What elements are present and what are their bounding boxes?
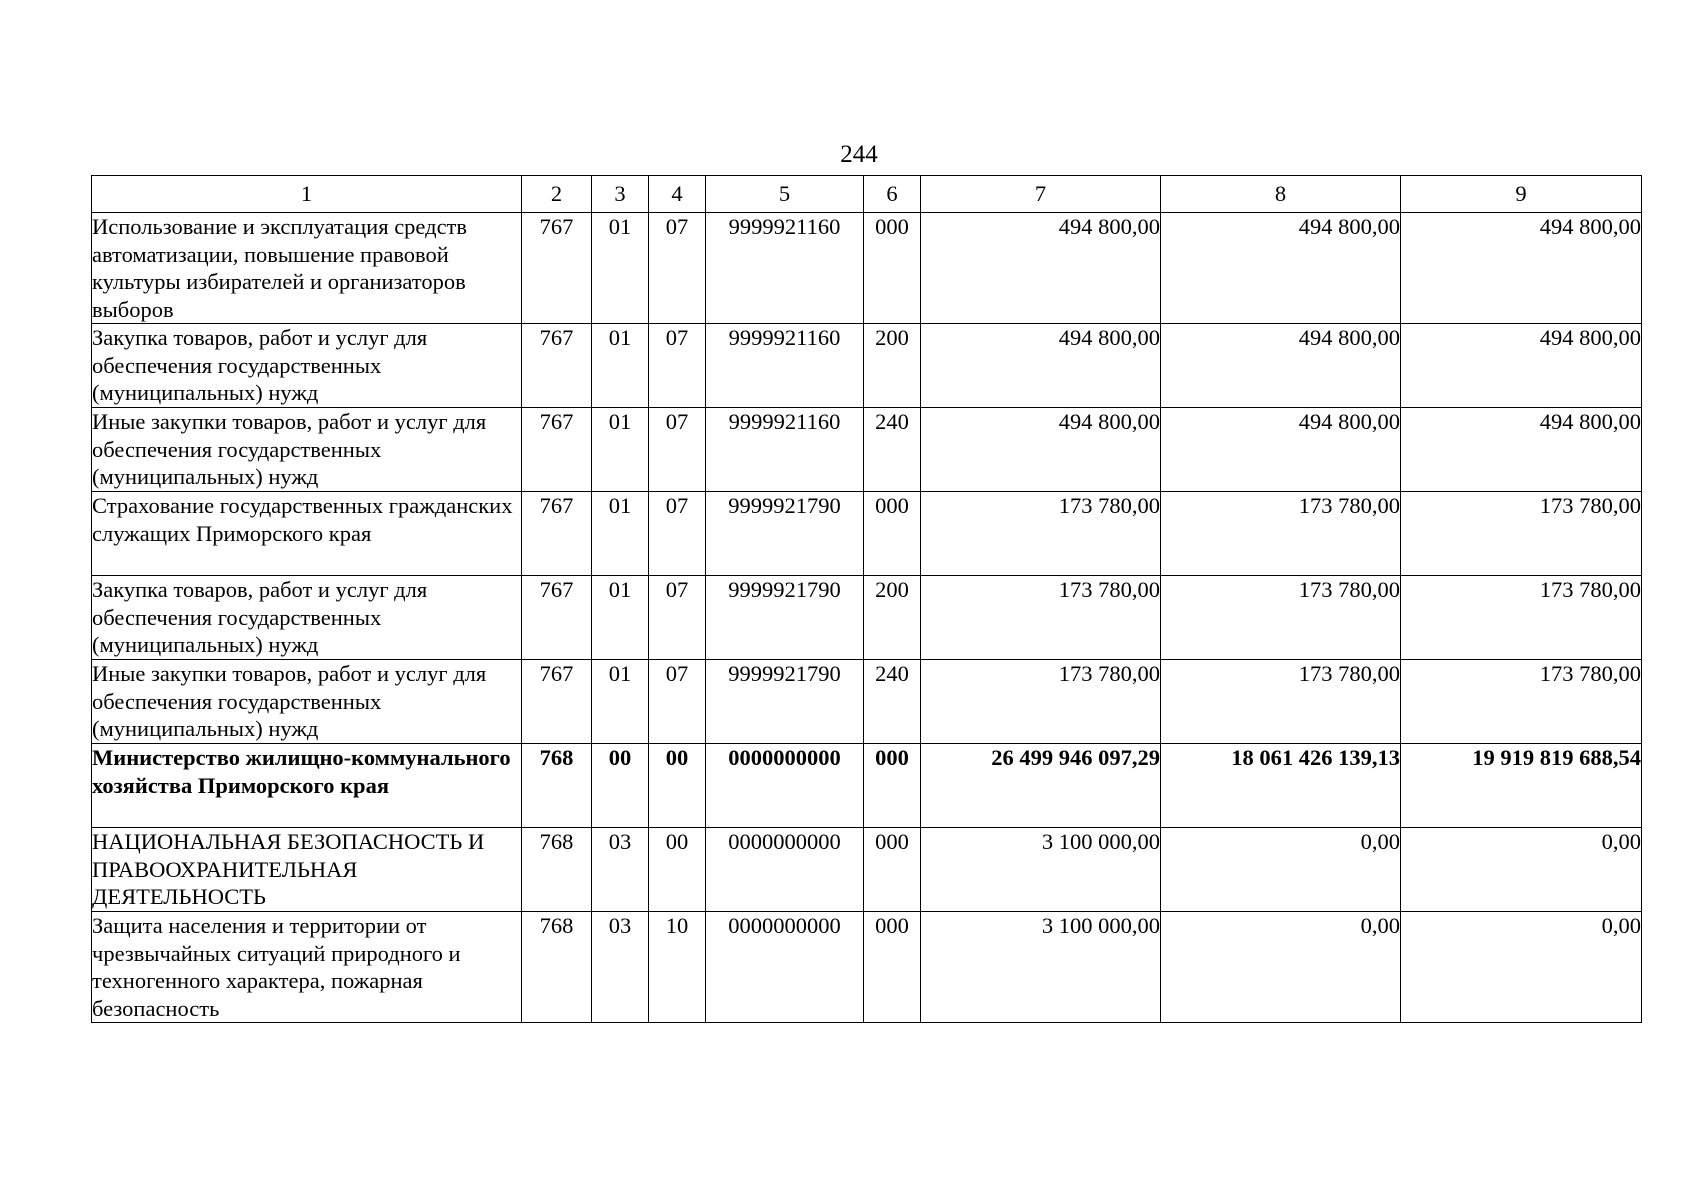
row-expense-type: 240	[864, 408, 921, 492]
row-grbs: 768	[522, 912, 592, 1023]
row-amount-col8: 494 800,00	[1161, 408, 1401, 492]
row-subsection: 07	[649, 408, 706, 492]
row-amount-col7: 3 100 000,00	[921, 912, 1161, 1023]
row-subsection: 07	[649, 660, 706, 744]
header-row	[92, 176, 1642, 213]
row-target-article: 9999921160	[706, 213, 864, 324]
table-row	[92, 408, 1642, 492]
header-col-5: 5	[706, 176, 864, 213]
table-row	[92, 213, 1642, 324]
row-amount-col7: 3 100 000,00	[921, 828, 1161, 912]
row-section: 00	[592, 744, 649, 828]
row-grbs: 767	[522, 492, 592, 576]
row-amount-col8: 18 061 426 139,13	[1161, 744, 1401, 828]
header-col-4: 4	[649, 176, 706, 213]
header-col-2: 2	[522, 176, 592, 213]
table-row	[92, 492, 1642, 576]
row-section: 01	[592, 324, 649, 408]
row-amount-col8: 494 800,00	[1161, 213, 1401, 324]
table-row	[92, 324, 1642, 408]
table-row	[92, 912, 1642, 1023]
row-subsection: 07	[649, 576, 706, 660]
row-expense-type: 200	[864, 576, 921, 660]
row-section: 03	[592, 828, 649, 912]
row-name: Защита населения и территории от чрезвычайных ситуаций природного и техногенного характера, пожарная безопасность	[92, 912, 522, 1023]
row-grbs: 768	[522, 828, 592, 912]
table-row	[92, 576, 1642, 660]
row-amount-col7: 494 800,00	[921, 324, 1161, 408]
table-row	[92, 660, 1642, 744]
row-amount-col7: 173 780,00	[921, 576, 1161, 660]
row-amount-col9: 494 800,00	[1401, 408, 1642, 492]
row-target-article: 9999921790	[706, 492, 864, 576]
row-amount-col7: 26 499 946 097,29	[921, 744, 1161, 828]
row-target-article: 0000000000	[706, 744, 864, 828]
row-name: Иные закупки товаров, работ и услуг для обеспечения государственных (муниципальных) нужд	[92, 660, 522, 744]
row-amount-col9: 494 800,00	[1401, 324, 1642, 408]
row-section: 01	[592, 576, 649, 660]
row-amount-col9: 0,00	[1401, 912, 1642, 1023]
row-section: 03	[592, 912, 649, 1023]
row-target-article: 9999921160	[706, 408, 864, 492]
table-row	[92, 828, 1642, 912]
row-expense-type: 000	[864, 912, 921, 1023]
row-section: 01	[592, 492, 649, 576]
row-name: Использование и эксплуатация средств автоматизации, повышение правовой культуры избирателей и организаторов выборов	[92, 213, 522, 324]
row-target-article: 0000000000	[706, 828, 864, 912]
row-grbs: 767	[522, 408, 592, 492]
row-section: 01	[592, 408, 649, 492]
row-section: 01	[592, 660, 649, 744]
row-subsection: 07	[649, 324, 706, 408]
row-amount-col7: 173 780,00	[921, 492, 1161, 576]
header-col-8: 8	[1161, 176, 1401, 213]
row-grbs: 767	[522, 576, 592, 660]
row-amount-col8: 173 780,00	[1161, 576, 1401, 660]
page-number: 244	[840, 141, 878, 168]
row-grbs: 767	[522, 660, 592, 744]
row-subsection: 07	[649, 492, 706, 576]
row-target-article: 0000000000	[706, 912, 864, 1023]
row-expense-type: 000	[864, 828, 921, 912]
row-amount-col7: 494 800,00	[921, 408, 1161, 492]
header-col-3: 3	[592, 176, 649, 213]
budget-table	[91, 175, 1642, 1023]
row-amount-col8: 173 780,00	[1161, 492, 1401, 576]
header-col-9: 9	[1401, 176, 1642, 213]
row-name: Иные закупки товаров, работ и услуг для обеспечения государственных (муниципальных) нужд	[92, 408, 522, 492]
row-expense-type: 000	[864, 213, 921, 324]
row-amount-col9: 19 919 819 688,54	[1401, 744, 1642, 828]
row-amount-col8: 173 780,00	[1161, 660, 1401, 744]
row-expense-type: 000	[864, 744, 921, 828]
row-amount-col7: 173 780,00	[921, 660, 1161, 744]
row-amount-col9: 173 780,00	[1401, 660, 1642, 744]
row-subsection: 00	[649, 744, 706, 828]
row-amount-col8: 494 800,00	[1161, 324, 1401, 408]
row-target-article: 9999921790	[706, 576, 864, 660]
row-expense-type: 000	[864, 492, 921, 576]
row-amount-col8: 0,00	[1161, 828, 1401, 912]
row-amount-col8: 0,00	[1161, 912, 1401, 1023]
row-amount-col7: 494 800,00	[921, 213, 1161, 324]
row-name: Страхование государственных гражданских служащих Приморского края	[92, 492, 522, 576]
row-subsection: 07	[649, 213, 706, 324]
row-amount-col9: 494 800,00	[1401, 213, 1642, 324]
header-col-1: 1	[92, 176, 522, 213]
header-col-6: 6	[864, 176, 921, 213]
row-grbs: 767	[522, 213, 592, 324]
row-name: НАЦИОНАЛЬНАЯ БЕЗОПАСНОСТЬ И ПРАВООХРАНИТЕЛЬНАЯ ДЕЯТЕЛЬНОСТЬ	[92, 828, 522, 912]
row-grbs: 768	[522, 744, 592, 828]
header-col-7: 7	[921, 176, 1161, 213]
row-name: Министерство жилищно-коммунального хозяйства Приморского края	[92, 744, 522, 828]
table-row-ministry-total	[92, 744, 1642, 828]
row-subsection: 10	[649, 912, 706, 1023]
row-expense-type: 200	[864, 324, 921, 408]
row-target-article: 9999921160	[706, 324, 864, 408]
row-amount-col9: 173 780,00	[1401, 576, 1642, 660]
row-expense-type: 240	[864, 660, 921, 744]
row-subsection: 00	[649, 828, 706, 912]
row-amount-col9: 173 780,00	[1401, 492, 1642, 576]
row-amount-col9: 0,00	[1401, 828, 1642, 912]
row-grbs: 767	[522, 324, 592, 408]
row-name: Закупка товаров, работ и услуг для обеспечения государственных (муниципальных) нужд	[92, 576, 522, 660]
row-target-article: 9999921790	[706, 660, 864, 744]
row-name: Закупка товаров, работ и услуг для обеспечения государственных (муниципальных) нужд	[92, 324, 522, 408]
row-section: 01	[592, 213, 649, 324]
